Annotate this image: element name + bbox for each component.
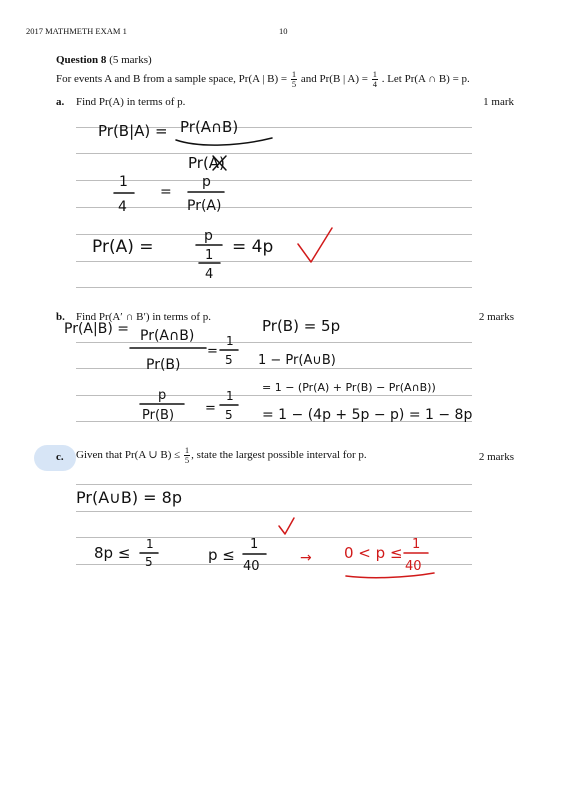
hw-a2-left-num: 1	[119, 174, 128, 190]
hw-a3-left: Pr(A) =	[92, 237, 154, 257]
frac-num: 1	[291, 69, 297, 79]
hw-b-right1: Pr(B) = 5p	[262, 317, 341, 335]
hw-a3-den-den: 4	[205, 267, 214, 282]
fraction-bar	[176, 138, 272, 145]
part-a-marks: 1 mark	[483, 96, 514, 108]
hw-c2-mid-den: 40	[243, 559, 260, 574]
hw-c2-mid-num: 1	[250, 537, 259, 552]
hw-b1-rden: 5	[225, 353, 233, 367]
hw-c1: Pr(A∪B) = 8p	[76, 488, 182, 507]
part-b-text: Find Pr(A′ ∩ B′) in terms of p.	[76, 311, 211, 323]
part-b-letter: b.	[56, 311, 65, 323]
intro-text-a: For events A and B from a sample space, Pr(A | B) =	[56, 73, 288, 86]
hw-b2-num: p	[158, 388, 167, 403]
hw-c2-num: 1	[146, 537, 154, 551]
hw-b1-left: Pr(A|B) =	[64, 321, 129, 337]
tick-mark-icon	[298, 228, 332, 262]
hw-a1-left: Pr(B|A) =	[98, 122, 168, 140]
hw-a3-num: p	[204, 228, 213, 244]
hw-b2-eq: =	[205, 401, 216, 416]
hw-c2-ans-den: 40	[405, 559, 422, 574]
part-b-marks: 2 marks	[478, 311, 514, 323]
hw-a3-result: = 4p	[232, 237, 274, 257]
part-a-text: Find Pr(A) in terms of p.	[76, 96, 186, 108]
hw-b2-rnum: 1	[226, 389, 234, 403]
frac-num: 1	[184, 445, 190, 455]
hw-a2-den: Pr(A)	[187, 198, 222, 214]
hw-b-right4: = 1 − (4p + 5p − p) = 1 − 8p	[262, 407, 473, 423]
hw-b1-eq: =	[207, 344, 218, 359]
hw-b2-den: Pr(B)	[142, 408, 175, 423]
part-c-text-a: Given that Pr(A ∪ B) ≤	[76, 449, 181, 462]
hw-c2-left: 8p ≤	[94, 544, 131, 562]
frac-den: 5	[184, 455, 190, 465]
hw-c2-arrow: →	[300, 550, 312, 566]
part-c-letter: c.	[56, 451, 64, 463]
page-number: 10	[279, 26, 288, 36]
intro-text-b: and Pr(B | A) =	[300, 73, 368, 86]
frac-den: 4	[372, 79, 377, 89]
part-c-marks: 2 marks	[478, 451, 514, 463]
hw-b-right2: 1 − Pr(A∪B)	[258, 353, 336, 368]
hw-a2-eq: =	[160, 184, 172, 200]
tick-mark-icon	[279, 518, 294, 534]
part-a-letter: a.	[56, 96, 65, 108]
hw-b1-den: Pr(B)	[146, 357, 181, 373]
hw-b-right3: = 1 − (Pr(A) + Pr(B) − Pr(A∩B))	[262, 381, 436, 394]
frac-num: 1	[372, 69, 377, 79]
hw-a2-left-den: 4	[118, 199, 127, 215]
hw-b1-rnum: 1	[226, 334, 234, 348]
hw-c2-answer: 0 < p ≤	[344, 544, 403, 562]
hw-c2-den: 5	[145, 555, 153, 569]
exam-header: 2017 MATHMETH EXAM 1	[26, 26, 127, 36]
part-c-text-b: , state the largest possible interval for p.	[191, 449, 367, 462]
hw-c2-mid: p ≤	[208, 546, 235, 564]
hw-a3-den-num: 1	[205, 248, 214, 263]
hw-c2-ans-num: 1	[412, 537, 421, 552]
hw-a2-num: p	[202, 174, 211, 190]
hw-b2-rden: 5	[225, 408, 233, 422]
intro-text-c: . Let Pr(A ∩ B) = p.	[381, 73, 470, 86]
question-marks: (5 marks)	[109, 54, 152, 66]
hw-b1-num: Pr(A∩B)	[140, 328, 195, 344]
hw-a1-num: Pr(A∩B)	[180, 118, 239, 136]
question-number: Question 8	[56, 54, 107, 66]
frac-den: 5	[291, 79, 297, 89]
hw-a1-den: Pr(A)	[188, 154, 225, 172]
